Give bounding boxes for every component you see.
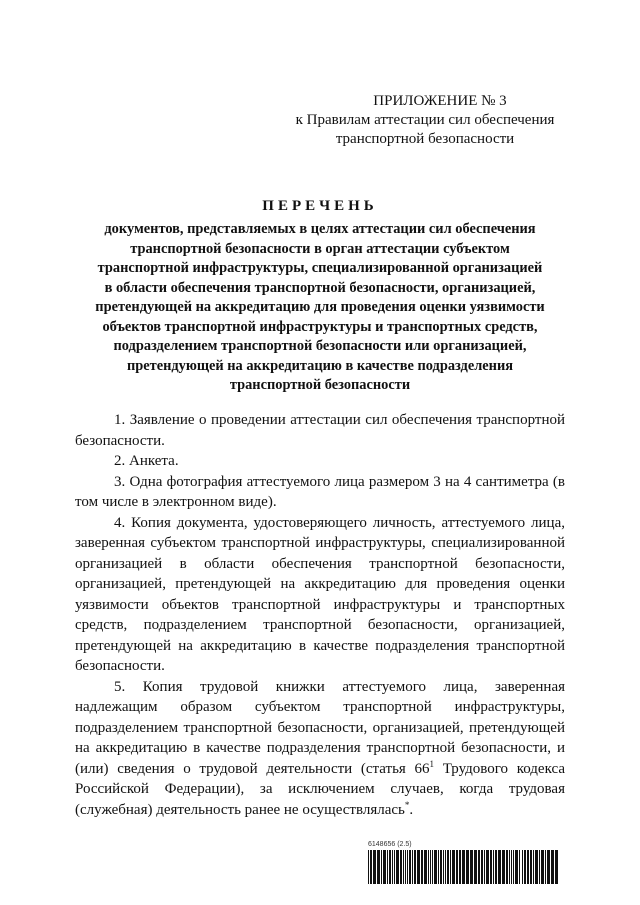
barcode-bar — [493, 850, 494, 884]
barcode-bar — [490, 850, 492, 884]
list-item-4: 4. Копия документа, удостоверяющего личность, аттестуемого лица, заверенная субъектом транспортной инфраструктуры, специализированной организацией в области обеспечения транспортной безопасности, организацией, претендующей на аккредитацию для проведения оценки уязвимости объектов транспортной инфраструктуры и транспортных средств, подразделением транспортной безопасности, организацией, претендующей на аккредитацию в качестве подразделения транспортной безопасности. — [75, 514, 565, 674]
barcode-bar — [502, 850, 505, 884]
list-item-3: 3. Одна фотография аттестуемого лица размером 3 на 4 сантиметра (в том числе в электронном виде). — [75, 473, 565, 510]
barcode-bar — [519, 850, 520, 884]
footnote-superscript-1: 1 — [429, 758, 435, 769]
barcode-bar — [506, 850, 508, 884]
barcode-bar — [484, 850, 485, 884]
barcode-bar — [383, 850, 386, 884]
subtitle-line: транспортной безопасности — [229, 377, 411, 393]
item5-text-part2: Трудового кодекса Российской Федерации), за исключением случаев, когда трудовая (служебная) деятельность ранее не осуществлялась — [75, 760, 566, 818]
barcode-bar — [462, 850, 465, 884]
appendix-reference-line2: транспортной безопасности — [335, 131, 515, 147]
barcode-bar — [396, 850, 399, 884]
barcode-bar — [452, 850, 455, 884]
barcode-bar — [447, 850, 449, 884]
barcode-bar — [409, 850, 411, 884]
barcode-bar — [530, 850, 532, 884]
barcode-bar — [387, 850, 388, 884]
barcode-bar — [486, 850, 489, 884]
barcode-bar — [545, 850, 546, 884]
barcode-bar — [539, 850, 540, 884]
list-item-1: 1. Заявление о проведении аттестации сил обеспечения транспортной безопасности. — [75, 412, 565, 449]
barcode-bar — [513, 850, 514, 884]
barcode-bar — [407, 850, 408, 884]
barcode-bar — [524, 850, 526, 884]
item5-text-part1: 5. Копия трудовой книжки аттестуемого лица, заверенная надлежащим образом субъектом транспортной инфраструктуры, подразделением транспортной безопасности, организацией, претендующей на аккредитацию в качестве подразделения транспортной безопасности, и (или) сведения о трудовой деятельности (статья 66 — [75, 678, 565, 777]
barcode-bar — [478, 850, 480, 884]
barcode-bar — [498, 850, 501, 884]
barcode-bar — [440, 850, 442, 884]
barcode-bar — [412, 850, 413, 884]
barcode-icon — [368, 850, 558, 884]
barcode-bar — [551, 850, 554, 884]
barcode-bar — [377, 850, 380, 884]
appendix-reference-line1: к Правилам аттестации сил обеспечения — [295, 112, 555, 128]
appendix-header — [290, 92, 560, 149]
barcode-bar — [547, 850, 550, 884]
barcode-bar — [405, 850, 406, 884]
list-item-2: 2. Анкета. — [114, 453, 179, 469]
footnote-asterisk: * — [404, 799, 410, 810]
subtitle-line: подразделением транспортной безопасности или организацией, — [113, 338, 527, 354]
barcode-bar — [394, 850, 395, 884]
barcode-bar — [389, 850, 391, 884]
document-body — [75, 410, 565, 820]
barcode-bar — [511, 850, 512, 884]
barcode-bar — [515, 850, 518, 884]
barcode-bar — [509, 850, 510, 884]
appendix-number: ПРИЛОЖЕНИЕ № 3 — [373, 93, 507, 109]
barcode-bar — [438, 850, 439, 884]
barcode-bar — [470, 850, 473, 884]
barcode-bar — [370, 850, 372, 884]
barcode-bar — [392, 850, 393, 884]
barcode-bar — [459, 850, 461, 884]
barcode-bar — [481, 850, 483, 884]
barcode-bar — [403, 850, 404, 884]
subtitle-line: объектов транспортной инфраструктуры и транспортных средств, — [102, 318, 538, 335]
document-subtitle — [70, 220, 570, 396]
barcode-bar — [443, 850, 444, 884]
barcode-bar — [414, 850, 416, 884]
barcode-bar — [541, 850, 544, 884]
barcode-bar — [434, 850, 437, 884]
subtitle-line: документов, представляемых в целях аттестации сил обеспечения — [104, 221, 536, 237]
barcode-bar — [456, 850, 458, 884]
barcode-bar — [368, 850, 369, 884]
barcode-bar — [527, 850, 529, 884]
barcode-bar — [373, 850, 376, 884]
barcode-bar — [535, 850, 538, 884]
barcode-bar — [466, 850, 469, 884]
barcode-bar — [400, 850, 402, 884]
barcode-bar — [495, 850, 497, 884]
item-list — [75, 410, 565, 677]
barcode-bar — [428, 850, 429, 884]
barcode-bar — [555, 850, 558, 884]
subtitle-line: в области обеспечения транспортной безопасности, организацией, — [104, 279, 536, 296]
barcode-bar — [450, 850, 451, 884]
barcode-bar — [533, 850, 534, 884]
list-item-5 — [75, 677, 565, 821]
subtitle-line: транспортной безопасности в орган аттестации субъектом — [130, 240, 510, 257]
barcode-bar — [424, 850, 427, 884]
subtitle-line: претендующей на аккредитацию в качестве подразделения — [126, 357, 514, 374]
barcode-bar — [430, 850, 431, 884]
document-title: ПЕРЕЧЕНЬ — [262, 198, 378, 214]
barcode-bar — [432, 850, 433, 884]
item5-text-part3: . — [409, 801, 414, 818]
subtitle-line: претендующей на аккредитацию для проведения оценки уязвимости — [95, 299, 545, 315]
barcode-bar — [421, 850, 423, 884]
subtitle-line: транспортной инфраструктуры, специализированной организацией — [97, 260, 543, 276]
barcode-bar — [417, 850, 420, 884]
barcode-bar — [522, 850, 523, 884]
barcode-bar — [474, 850, 477, 884]
barcode-block — [368, 841, 558, 884]
barcode-bar — [445, 850, 446, 884]
barcode-bar — [381, 850, 382, 884]
barcode-label: 6148656 (2.5) — [368, 841, 412, 848]
